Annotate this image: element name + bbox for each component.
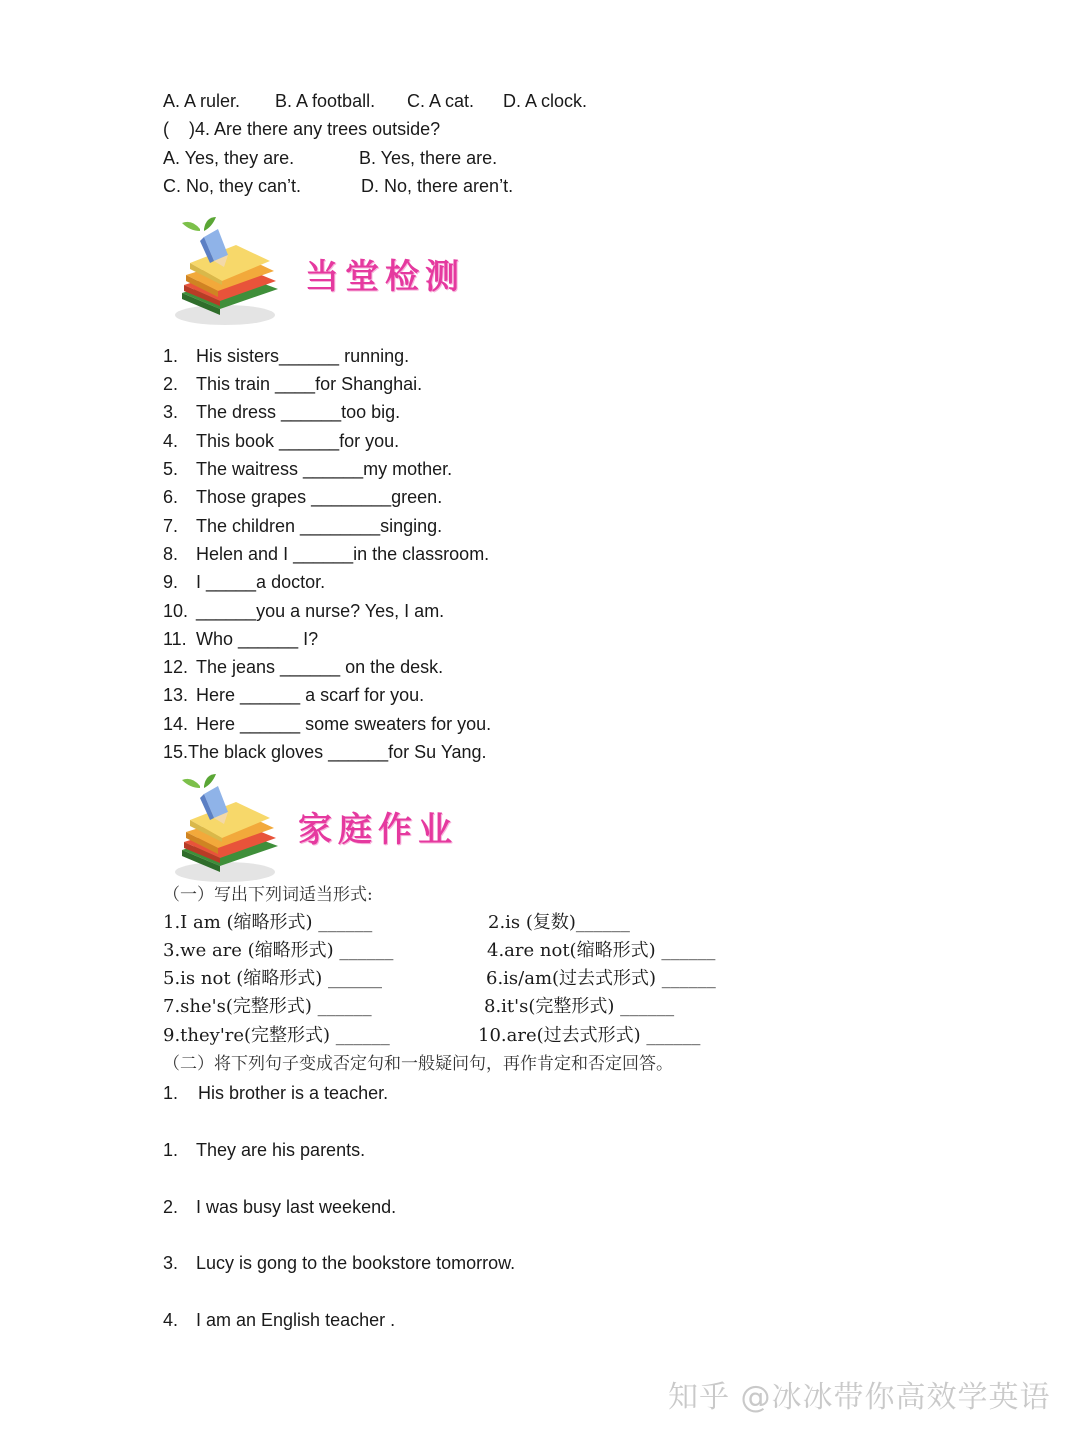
list-item: 15.The black gloves ______for Su Yang. (163, 742, 487, 762)
list-item: 13. Here ______ a scarf for you. (163, 685, 425, 705)
question-4: ( )4. Are there any trees outside? (163, 119, 441, 139)
list-item: 10. ______you a nurse? Yes, I am. (163, 601, 445, 621)
section-title: 家庭作业 (298, 810, 458, 850)
list-item: 9. I _____a doctor. (163, 572, 326, 592)
option-d: D. No, there aren’t. (361, 176, 514, 196)
sentence-item: 4. I am an English teacher . (163, 1310, 396, 1330)
list-item: 3. The dress ______too big. (163, 402, 401, 422)
list-item: 11. Who ______ I? (163, 629, 319, 649)
form-item: 8.it's(完整形式) ______ (484, 996, 675, 1017)
option-d: D. A clock. (503, 91, 588, 111)
form-item: 10.are(过去式形式) ______ (478, 1025, 701, 1046)
list-item: 6. Those grapes ________green. (163, 487, 443, 507)
form-item: 5.is not (缩略形式) ______ (163, 968, 383, 989)
option-c: C. No, they can’t. (163, 176, 302, 196)
option-a: A. A ruler. (163, 91, 241, 111)
books-pencil-icon (170, 215, 285, 330)
list-item: 12. The jeans ______ on the desk. (163, 657, 444, 677)
sentence-item: 1. They are his parents. (163, 1140, 366, 1160)
form-item: 1.I am (缩略形式) ______ (163, 912, 373, 933)
form-item: 6.is/am(过去式形式) ______ (486, 968, 716, 989)
list-item: 8. Helen and I ______in the classroom. (163, 544, 490, 564)
list-item: 4. This book ______for you. (163, 431, 400, 451)
option-a: A. Yes, they are. (163, 148, 295, 168)
form-item: 2.is (复数)______ (488, 912, 630, 933)
list-item: 5. The waitress ______my mother. (163, 459, 453, 479)
watermark: 知乎 @冰冰带你高效学英语 (668, 1380, 1051, 1415)
list-item: 7. The children ________singing. (163, 516, 443, 536)
form-item: 3.we are (缩略形式) ______ (163, 940, 394, 961)
books-pencil-icon (170, 772, 285, 887)
list-item: 14. Here ______ some sweaters for you. (163, 714, 492, 734)
section-header-in-class-test (170, 215, 490, 330)
sentence-item: 1. His brother is a teacher. (163, 1083, 389, 1103)
option-c: C. A cat. (407, 91, 475, 111)
sentence-item: 2. I was busy last weekend. (163, 1197, 397, 1217)
part-1-heading: （一）写出下列词适当形式: (163, 885, 373, 905)
section-title: 当堂检测 (305, 257, 465, 297)
form-item: 7.she's(完整形式) ______ (163, 996, 372, 1017)
section-header-homework (170, 772, 490, 887)
option-b: B. A football. (275, 91, 376, 111)
option-b: B. Yes, there are. (359, 148, 498, 168)
form-item: 9.they're(完整形式) ______ (163, 1025, 390, 1046)
form-item: 4.are not(缩略形式) ______ (487, 940, 716, 961)
part-2-heading: （二）将下列句子变成否定句和一般疑问句，再作肯定和否定回答。 (163, 1054, 673, 1074)
list-item: 1. His sisters______ running. (163, 346, 410, 366)
list-item: 2. This train ____for Shanghai. (163, 374, 423, 394)
sentence-item: 3. Lucy is gong to the bookstore tomorrow. (163, 1253, 516, 1273)
